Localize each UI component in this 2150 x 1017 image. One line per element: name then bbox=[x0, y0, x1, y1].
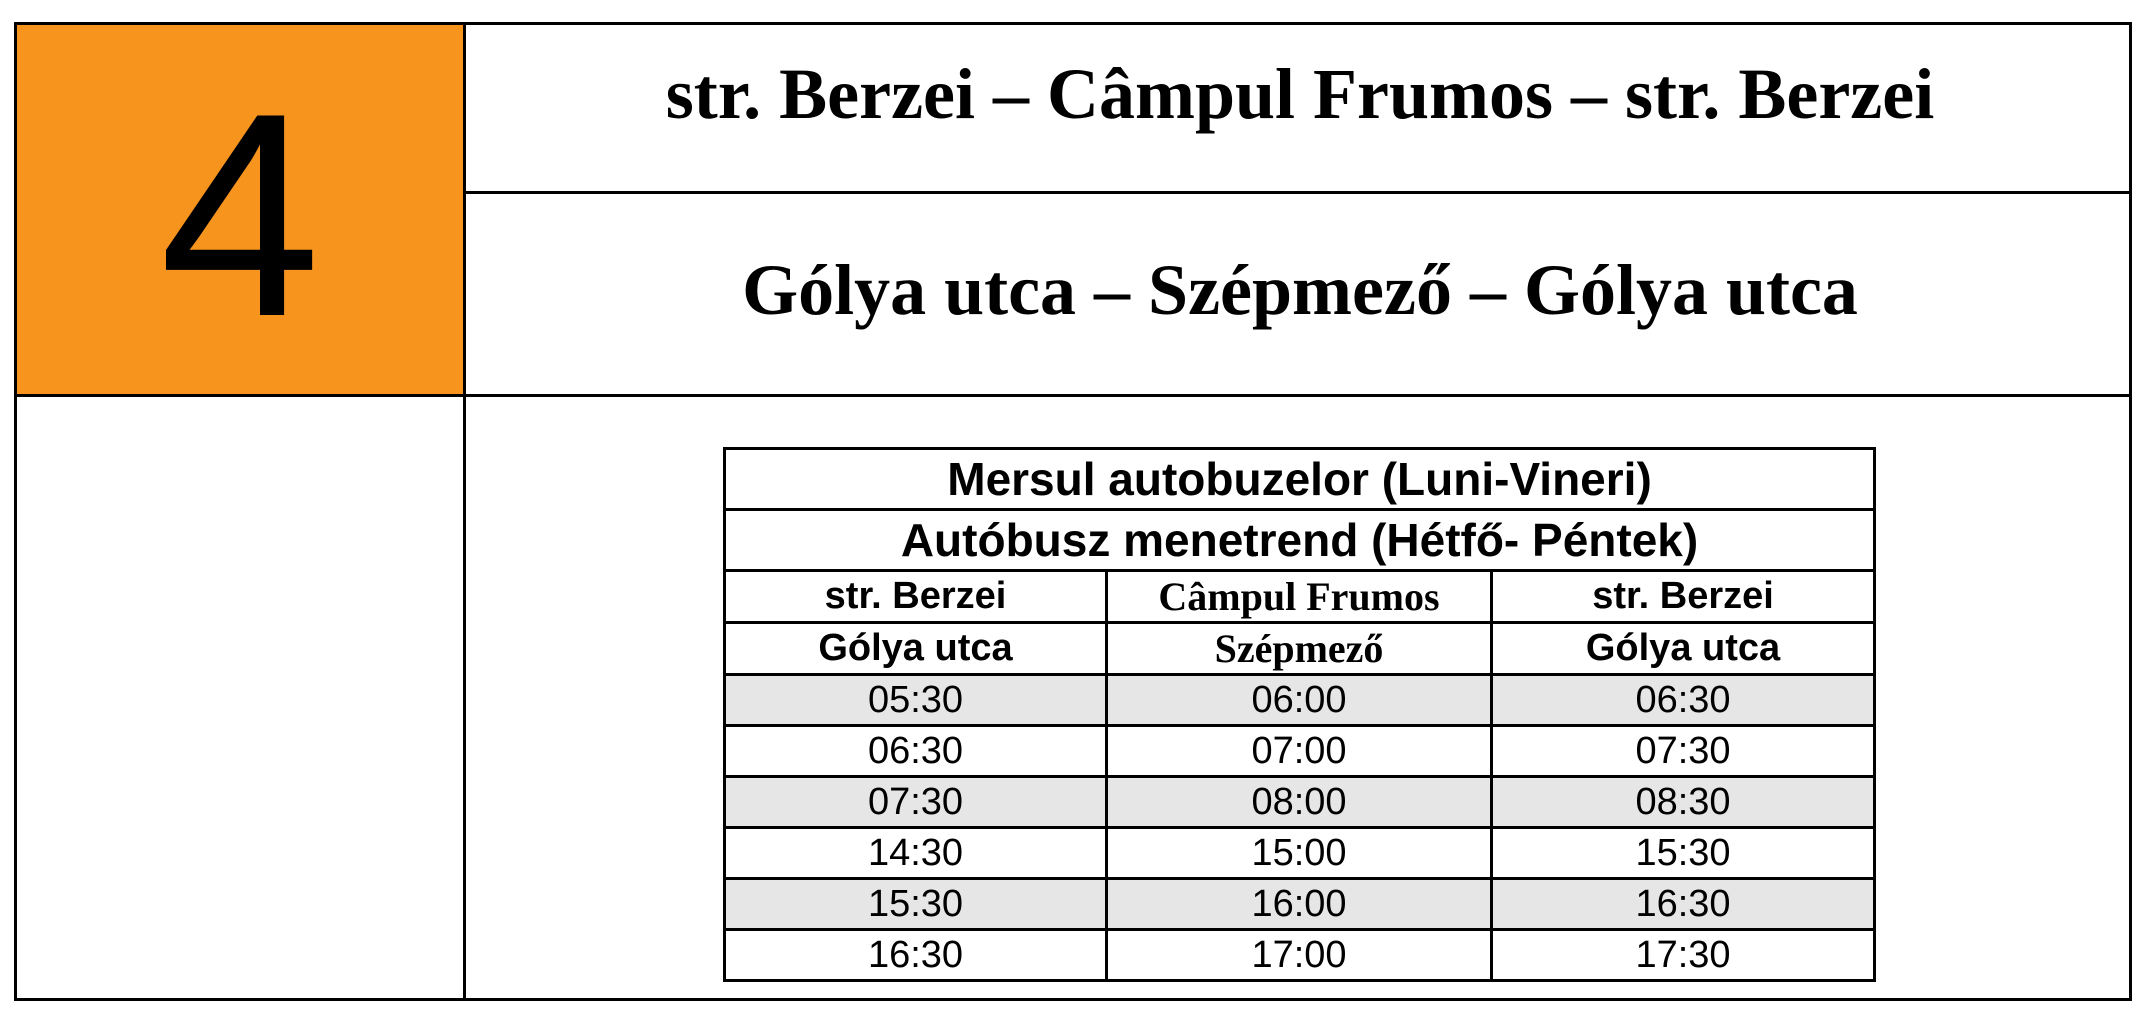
route-number: 4 bbox=[159, 52, 321, 377]
departure-time: 16:00 bbox=[1107, 879, 1492, 930]
departure-time: 14:30 bbox=[725, 828, 1107, 879]
departure-time: 05:30 bbox=[725, 675, 1107, 726]
table-row bbox=[725, 726, 1875, 777]
departure-time: 17:30 bbox=[1492, 930, 1875, 981]
column-header-ro: str. Berzei bbox=[725, 571, 1107, 623]
divider-vertical bbox=[463, 22, 466, 1001]
departure-time: 15:00 bbox=[1107, 828, 1492, 879]
departure-time: 06:00 bbox=[1107, 675, 1492, 726]
route-title-romanian: str. Berzei – Câmpul Frumos – str. Berzei bbox=[665, 54, 1935, 134]
table-row bbox=[725, 879, 1875, 930]
departure-time: 08:30 bbox=[1492, 777, 1875, 828]
departure-time: 07:30 bbox=[725, 777, 1107, 828]
table-row bbox=[725, 777, 1875, 828]
departure-time: 16:30 bbox=[1492, 879, 1875, 930]
departure-time: 06:30 bbox=[725, 726, 1107, 777]
departure-time: 17:00 bbox=[1107, 930, 1492, 981]
column-header-hu: Gólya utca bbox=[1492, 623, 1875, 675]
column-header-hu: Szépmező bbox=[1107, 623, 1492, 675]
departure-time: 15:30 bbox=[725, 879, 1107, 930]
divider-title-rows bbox=[463, 191, 2132, 194]
table-row bbox=[725, 675, 1875, 726]
column-header-ro: str. Berzei bbox=[1492, 571, 1875, 623]
timetable-title-romanian: Mersul autobuzelor (Luni-Vineri) bbox=[725, 449, 1875, 510]
column-header-ro: Câmpul Frumos bbox=[1107, 571, 1492, 623]
route-title-hungarian: Gólya utca – Szépmező – Gólya utca bbox=[742, 250, 1858, 330]
column-header-hu: Gólya utca bbox=[725, 623, 1107, 675]
table-row bbox=[725, 828, 1875, 879]
departure-time: 16:30 bbox=[725, 930, 1107, 981]
departure-time: 07:30 bbox=[1492, 726, 1875, 777]
departure-time: 15:30 bbox=[1492, 828, 1875, 879]
departure-time: 08:00 bbox=[1107, 777, 1492, 828]
table-row bbox=[725, 930, 1875, 981]
divider-header-body bbox=[14, 394, 2132, 397]
departure-time: 06:30 bbox=[1492, 675, 1875, 726]
timetable-title-hungarian: Autóbusz menetrend (Hétfő- Péntek) bbox=[725, 510, 1875, 571]
route-number-box bbox=[17, 25, 463, 394]
departure-time: 07:00 bbox=[1107, 726, 1492, 777]
timetable bbox=[723, 447, 1876, 982]
